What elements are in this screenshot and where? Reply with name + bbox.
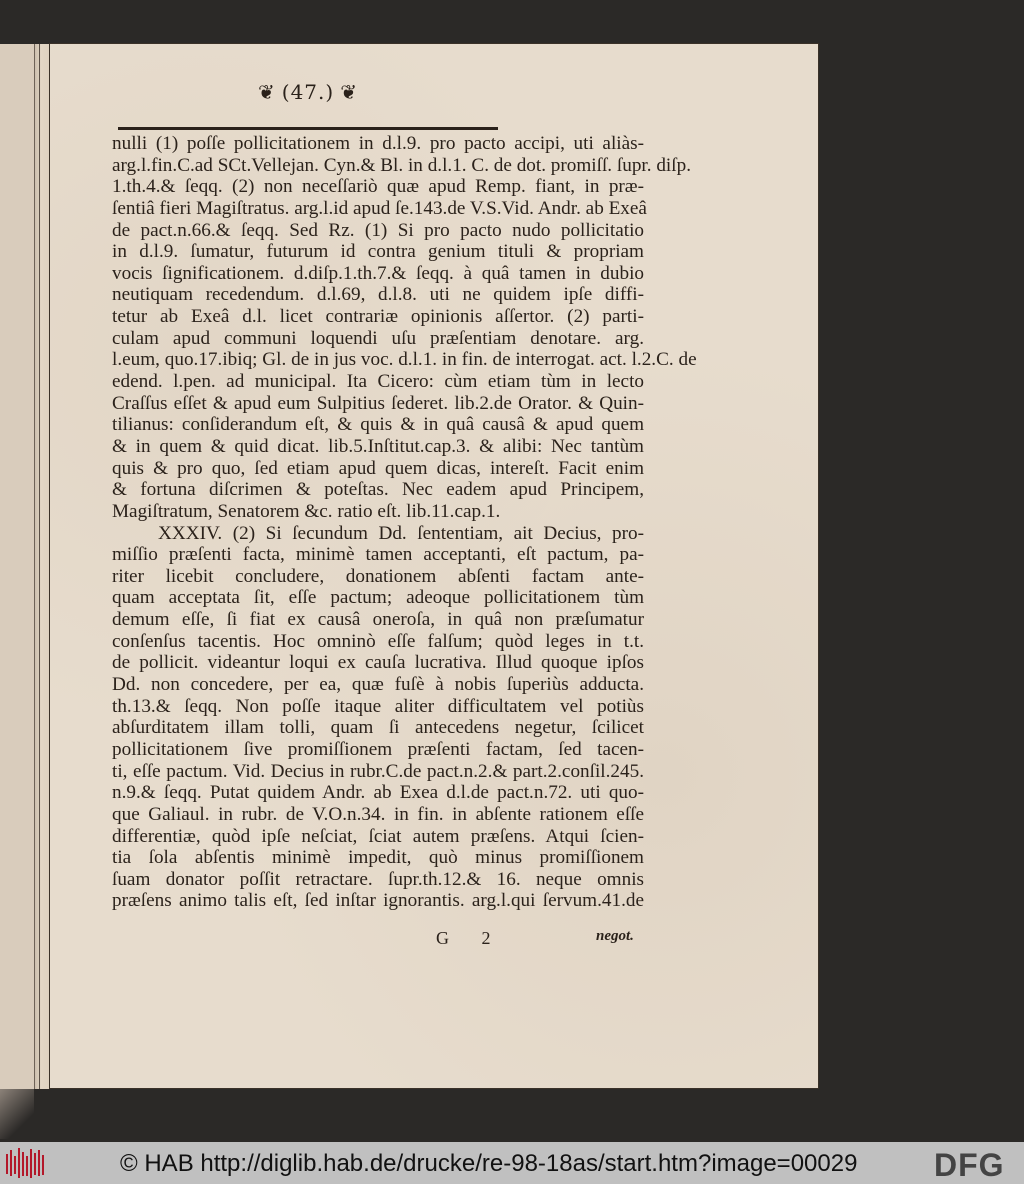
text-line: de pact.n.66.& ſeqq. Sed Rz. (1) Si pro pacto nudo pollicitatio	[112, 219, 644, 241]
page-number-text: (47.)	[281, 80, 335, 104]
body-text	[112, 133, 697, 912]
running-head	[118, 66, 498, 134]
text-line: abſurditatem illam tolli, quam ſi antecedens negetur, ſcilicet	[112, 717, 644, 739]
text-line: vocis ſignificationem. d.diſp.1.th.7.& ſeqq. à quâ tamen in dubio	[112, 262, 644, 284]
section-heading-line: XXXIV. (2) Si ſecundum Dd. ſententiam, ait Decius, pro-	[158, 522, 644, 544]
text-line: nulli (1) poſſe pollicitationem in d.l.9. pro pacto accipi, uti aliàs-	[112, 133, 644, 154]
copyright-url: © HAB http://diglib.hab.de/drucke/re-98-18as/start.htm?image=00029	[120, 1150, 858, 1177]
text-line: th.13.& ſeqq. Non poſſe itaque aliter difficultatem vel potiùs	[112, 695, 644, 717]
text-line: n.9.& ſeqq. Putat quidem Andr. ab Exea d.l.de pact.n.72. uti quo-	[112, 782, 644, 804]
text-line: tia ſola abſentis minimè impedit, quò minus promiſſionem	[112, 847, 644, 869]
text-line: quis & pro quo, ſed etiam apud quem dicas, intereſt. Facit enim	[112, 457, 644, 479]
text-line: in d.l.9. ſumatur, futurum id contra genium tituli & propriam	[112, 241, 644, 263]
text-line: conſenſus tacentis. Hoc omninò eſſe falſum; quòd leges in t.t.	[112, 630, 644, 652]
ornament-left-icon: ❦	[258, 80, 276, 104]
text-line: demum eſſe, ſi fiat ex causâ oneroſa, in quâ non præſumatur	[112, 609, 644, 631]
footer-bar	[0, 1142, 1024, 1184]
facing-page-edge	[0, 44, 35, 1089]
ornament-right-icon: ❦	[340, 80, 358, 104]
text-line: ti, eſſe pactum. Vid. Decius in rubr.C.de pact.n.2.& part.2.conſil.245.	[112, 760, 644, 782]
text-line: 1.th.4.& ſeqq. (2) non neceſſariò quæ apud Remp. fiant, in præ-	[112, 176, 644, 198]
text-line: Craſſus eſſet & apud eum Sulpitius ſederet. lib.2.de Orator. & Quin-	[112, 392, 644, 414]
text-line: ſuam donator poſſit retractare. ſupr.th.12.& 16. neque omnis	[112, 868, 644, 890]
text-line: tilianus: conſiderandum eſt, & quis & in quâ causâ & apud quem	[112, 414, 644, 436]
text-line: pollicitationem ſive promiſſionem præſenti factam, ſed tacen-	[112, 738, 644, 760]
catchword: negot.	[596, 928, 634, 944]
text-line: que Galiaul. in rubr. de V.O.n.34. in fin. in abſente rationem eſſe	[112, 803, 644, 825]
page-number	[118, 80, 498, 104]
text-line: arg.l.fin.C.ad SCt.Vellejan. Cyn.& Bl. in d.l.1. C. de dot. promiſſ. ſupr. diſp.	[112, 154, 691, 176]
hab-logo-icon	[4, 1146, 48, 1180]
text-line: edend. l.pen. ad municipal. Ita Cicero: cùm etiam tùm in lecto	[112, 371, 644, 393]
text-line: riter licebit concludere, donationem abſenti factam ante-	[112, 565, 644, 587]
dfg-logo: DFG	[934, 1147, 1005, 1183]
text-line: neutiquam recedendum. d.l.69, d.l.8. uti ne quidem ipſe diffi-	[112, 284, 644, 306]
text-line: & fortuna diſcrimen & poteſtas. Nec eadem apud Principem,	[112, 479, 644, 501]
book-gutter	[34, 44, 51, 1089]
text-line: tetur ab Exeâ d.l. licet contrariæ opinionis aſſertor. (2) parti-	[112, 306, 644, 328]
text-line: Magiſtratum, Senatorem &c. ratio eſt. lib.11.cap.1.	[112, 500, 501, 522]
text-line: differentiæ, quòd ipſe neſciat, ſciat autem præſens. Atqui ſcien-	[112, 825, 644, 847]
text-line: culam apud communi loquendi uſu præſentiam denotare. arg.	[112, 327, 644, 349]
header-rule	[118, 127, 498, 130]
text-line: l.eum, quo.17.ibiq; Gl. de in jus voc. d.l.1. in fin. de interrogat. act. l.2.C. de	[112, 349, 697, 371]
text-line: miſſio præſenti facta, minimè tamen acceptanti, eſt pactum, pa-	[112, 544, 644, 566]
text-line: Dd. non concedere, per ea, quæ fuſè à nobis ſuperiùs adducta.	[112, 674, 644, 696]
text-line: de pollicit. videantur loqui ex cauſa lucrativa. Illud quoque ipſos	[112, 652, 644, 674]
text-line: ſentiâ fieri Magiſtratus. arg.l.id apud ſe.143.de V.S.Vid. Andr. ab Exeâ	[112, 197, 647, 219]
text-line: præſens animo talis eſt, ſed inſtar ignorantis. arg.l.qui ſervum.41.de	[112, 890, 644, 912]
text-line: quam acceptata ſit, eſſe pactum; adeoque pollicitationem tùm	[112, 587, 644, 609]
signature-mark: G 2	[436, 928, 505, 948]
text-line: & in quem & quid dicat. lib.5.Inſtitut.cap.3. & alibi: Nec tantùm	[112, 435, 644, 457]
